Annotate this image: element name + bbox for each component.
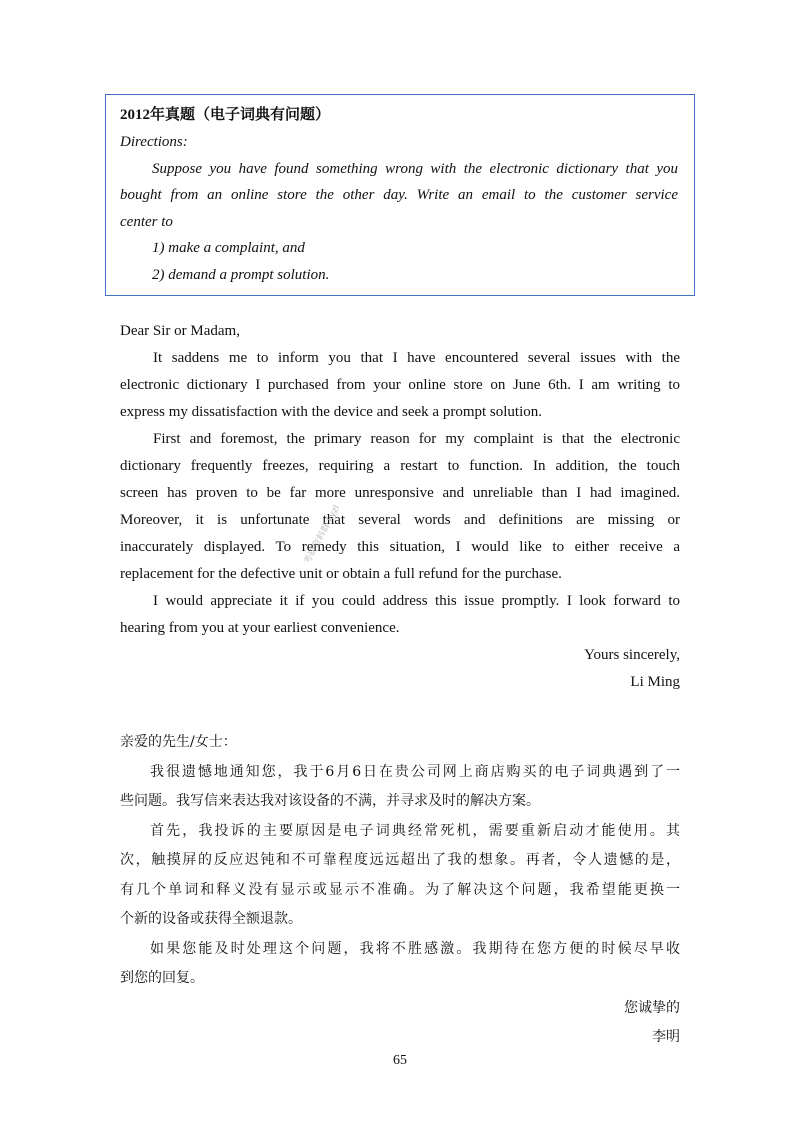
closing: Yours sincerely, (584, 647, 680, 663)
directions-box (105, 94, 695, 296)
letter-line: inaccurately displayed. To remedy this situation, I would like to either receive a (120, 539, 680, 555)
directions-text-line: bought from an online store the other day. Write an email to the customer service (120, 187, 678, 203)
letter-line: hearing from you at your earliest convenience. (120, 620, 400, 636)
letter-line: First and foremost, the primary reason for my complaint is that the electronic (153, 431, 680, 447)
translation-line: 如果您能及时处理这个问题，我将不胜感激。我期待在您方便的时候尽早收 (150, 940, 680, 957)
translation-line: 我很遗憾地通知您，我于6月6日在贵公司网上商店购买的电子词典遇到了一 (150, 763, 680, 780)
translation-line: 个新的设备或获得全额退款。 (120, 911, 302, 927)
letter-line: replacement for the defective unit or obtain a full refund for the purchase. (120, 566, 562, 582)
directions-text-line: Suppose you have found something wrong with the electronic dictionary that you (152, 160, 678, 177)
translation-line: 次，触摸屏的反应迟钝和不可靠程度远远超出了我的想象。再者，令人遗憾的是， (120, 852, 680, 868)
closing-cn: 您诚挚的 (624, 999, 680, 1016)
salutation-cn: 亲爱的先生/女士： (120, 734, 237, 750)
letter-line: electronic dictionary I purchased from your online store on June 6th. I am writing to (120, 377, 680, 393)
salutation: Dear Sir or Madam, (120, 323, 240, 339)
translation-line: 有几个单词和释义没有显示或显示不准确。为了解决这个问题，我希望能更换一 (120, 881, 680, 898)
chinese-translation (120, 728, 680, 1053)
requirement-item: 1) make a complaint, and (152, 240, 305, 256)
translation-line: 首先，我投诉的主要原因是电子词典经常死机，需要重新启动才能使用。其 (150, 822, 680, 839)
signature: Li Ming (630, 674, 680, 690)
letter-line: It saddens me to inform you that I have encountered several issues with the (153, 350, 680, 366)
letter-line: express my dissatisfaction with the device and seek a prompt solution. (120, 404, 542, 420)
directions-text-line: center to (120, 213, 173, 230)
letter-line: screen has proven to be far more unresponsive and unreliable than I had imagined. (120, 485, 680, 501)
exam-title: 2012年真题（电子词典有问题） (120, 107, 331, 123)
letter-line: I would appreciate it if you could address this issue promptly. I look forward to (153, 593, 680, 609)
translation-line: 到您的回复。 (120, 970, 204, 986)
letter-line: Moreover, it is unfortunate that several words and definitions are missing or (120, 512, 680, 528)
translation-line: 些问题。我写信来表达我对该设备的不满，并寻求及时的解决方案。 (120, 793, 540, 809)
requirement-item: 2) demand a prompt solution. (152, 266, 330, 283)
directions-label: Directions: (120, 134, 188, 150)
signature-cn: 李明 (652, 1029, 680, 1045)
letter-line: dictionary frequently freezes, requiring a restart to function. In addition, the touch (120, 458, 680, 474)
page-number: 65 (393, 1053, 407, 1068)
watermark: 考研资料群 kyzl (302, 503, 343, 567)
